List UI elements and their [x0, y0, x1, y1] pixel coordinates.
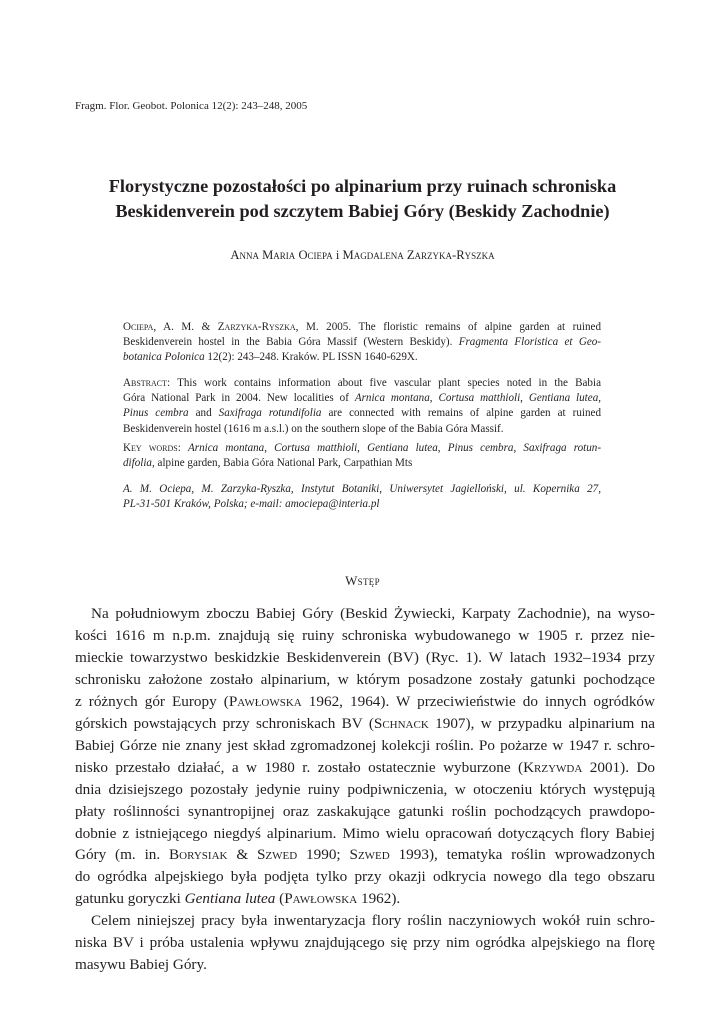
species-name: Gentiana lutea [367, 442, 438, 454]
article-title-line-2: Beskidenverein pod szczytem Babiej Góry (Beskidy Zachodnie) [115, 200, 610, 221]
text-run: Góra National Park in 2004. New localities of [123, 392, 355, 405]
text-run: 1993), tematyka roślin wprowadzonych [389, 846, 655, 864]
abstract-block [123, 376, 601, 437]
address-line: A. M. Ociepa, M. Zarzyka-Ryszka, Instytut Botaniki, Uniwersytet Jagielloński, ul. Kopernika 27, [123, 483, 601, 495]
text-run: & [227, 846, 257, 864]
cited-author: Szwed [256, 846, 298, 864]
text-run: 12(2): 243–248. Kraków. PL ISSN 1640-629X. [204, 351, 418, 364]
journal-name: botanica Polonica [123, 351, 205, 364]
body-line: dobnie z istniejącego niegdyś alpinarium. Mimo wielu opracowań dotyczących flory Babiej [75, 824, 655, 842]
body-line [75, 844, 655, 866]
body-line: mieckie towarzystwo beskidzkie Beskidenverein (BV) (Ryc. 1). W latach 1932–1934 przy [75, 648, 655, 666]
citation-line [123, 335, 601, 350]
author-name: Anna Maria Ociepa [230, 248, 333, 262]
text-run: 2001). Do [582, 758, 656, 776]
text-run: : [177, 442, 189, 454]
body-line: płaty roślinności synantropijnej oraz zaskakujące gatunki roślin pochodzących prawdopo- [75, 802, 655, 820]
cited-author: Pawłowska [284, 890, 358, 908]
text-run: , M. 2005. The floristic remains of alpine garden at ruined [295, 321, 601, 333]
text-run: , [264, 442, 275, 454]
body-line: kości 1616 m n.p.m. znajdują się ruiny schroniska wybudowanego w 1905 r. przez nie- [75, 626, 655, 644]
body-line: do ogródka alpejskiego była podjęta tylko przy okazji odkrycia nowego dla tego obszaru [75, 868, 655, 886]
abstract-line [123, 406, 601, 421]
authors [60, 247, 665, 263]
species-name: difolia, [123, 457, 155, 470]
text-run: , [437, 442, 448, 454]
text-run: nisko przestało działać, a w 1980 r. zostało ostatecznie wyburzone ( [75, 758, 524, 776]
text-run: górskich powstających przy schroniskach BV ( [75, 714, 374, 732]
keywords-block [123, 441, 601, 471]
citation-line [123, 350, 601, 365]
text-run: alpine garden, Babia Góra National Park, Carpathian Mts [154, 457, 413, 470]
body-line [75, 691, 655, 713]
species-name: Saxifraga rotun- [523, 442, 602, 454]
author-name: Magdalena Zarzyka-Ryszka [342, 248, 495, 262]
text-run: Góry (m. in. [75, 846, 170, 864]
cited-author: Krzywda [523, 758, 583, 776]
text-run: 1990; [297, 846, 350, 864]
cited-author: Borysiak [169, 846, 228, 864]
cited-author: Szwed [349, 846, 390, 864]
address-line: PL-31-501 Kraków, Polska; e-mail: amociepa@interia.pl [123, 498, 380, 511]
article-title [60, 174, 665, 223]
species-name: Gentiana lutea [528, 392, 599, 405]
body-line [75, 757, 655, 779]
text-run: are connected with remains of alpine garden at ruined [321, 407, 601, 420]
cited-author: Schnack [373, 714, 429, 732]
author-address [123, 482, 601, 512]
body-text [75, 603, 655, 976]
text-run: , [357, 442, 368, 454]
journal-reference: Fragm. Flor. Geobot. Polonica 12(2): 243–248, 2005 [75, 100, 308, 112]
abstract-label: Abstract [123, 377, 168, 389]
keywords-line [123, 441, 601, 456]
text-run: : This work contains information about five vascular plant species noted in the Babia [167, 377, 601, 389]
citation-block [123, 320, 601, 366]
text-run: and [188, 407, 219, 420]
species-name: Arnica montana [354, 392, 430, 405]
species-name: Saxifraga rotundifolia [218, 407, 322, 420]
body-line: niska BV i próba ustalenia wpływu znajdującego się przy nim ogródka alpejskiego na florę [75, 934, 655, 952]
body-line: Babiej Górze nie znany jest skład zgromadzonej kolekcji roślin. Po pożarze w 1947 r. schro- [75, 736, 655, 754]
text-run: z różnych gór Europy ( [75, 692, 229, 710]
text-run: 1962, 1964). W przeciwieństwie do innych ogródków [301, 692, 655, 710]
text-run: 1962). [357, 890, 401, 908]
text-run: 1907), w przypadku alpinarium na [428, 714, 655, 732]
text-run: Beskidenverein hostel in the Babia Góra Massif (Western Beskidy). [123, 336, 459, 349]
species-name: Pinus cembra [447, 442, 514, 454]
abstract-line [123, 391, 601, 406]
text-run: , [429, 392, 439, 405]
body-line: Na południowym zboczu Babiej Góry (Beskid Żywiecki, Karpaty Zachodnie), na wyso- [91, 605, 655, 622]
article-title-line-1: Florystyczne pozostałości po alpinarium przy ruinach schroniska [108, 176, 617, 196]
journal-name: Fragmenta Floristica et Geo- [458, 336, 601, 349]
body-line: masywu Babiej Góry. [75, 956, 207, 974]
abstract-line [123, 376, 601, 391]
text-run: , [520, 392, 529, 405]
text-run: gatunku goryczki [75, 890, 185, 908]
keywords-line [123, 456, 601, 471]
author-surname: Ociepa [123, 321, 154, 333]
section-heading: Wstęp [345, 573, 380, 588]
authors-conjunction: i [332, 248, 343, 262]
author-surname: Zarzyka-Ryszka [217, 321, 296, 333]
text-run: , [513, 442, 524, 454]
body-line [75, 713, 655, 735]
abstract-line: Beskidenverein hostel (1616 m a.s.l.) on the southern slope of the Babia Góra Massif. [123, 422, 504, 435]
species-name: Cortusa matthioli [274, 442, 358, 454]
keywords-label: Key words [123, 442, 178, 454]
body-line: Celem niniejszej pracy była inwentaryzacja flory roślin naczyniowych wokół ruin schro- [91, 912, 655, 930]
body-line: schronisku założone zostało alpinarium, w którym posadzone zostały gatunki pochodzące [75, 670, 655, 688]
species-name: Arnica montana [188, 442, 265, 454]
species-name: Pinus cembra [123, 407, 189, 420]
citation-line [123, 320, 601, 335]
text-run: ( [275, 890, 285, 908]
body-line [75, 888, 655, 910]
text-run: , [598, 392, 602, 405]
species-name: Cortusa matthioli [438, 392, 521, 405]
text-run: , A. M. & [153, 321, 218, 333]
species-name: Gentiana lutea [184, 890, 276, 908]
body-line: dnia dzisiejszego pozostały jedynie ruiny podpiwniczenia, w otoczeniu których występują [75, 780, 655, 798]
cited-author: Pawłowska [228, 692, 302, 710]
